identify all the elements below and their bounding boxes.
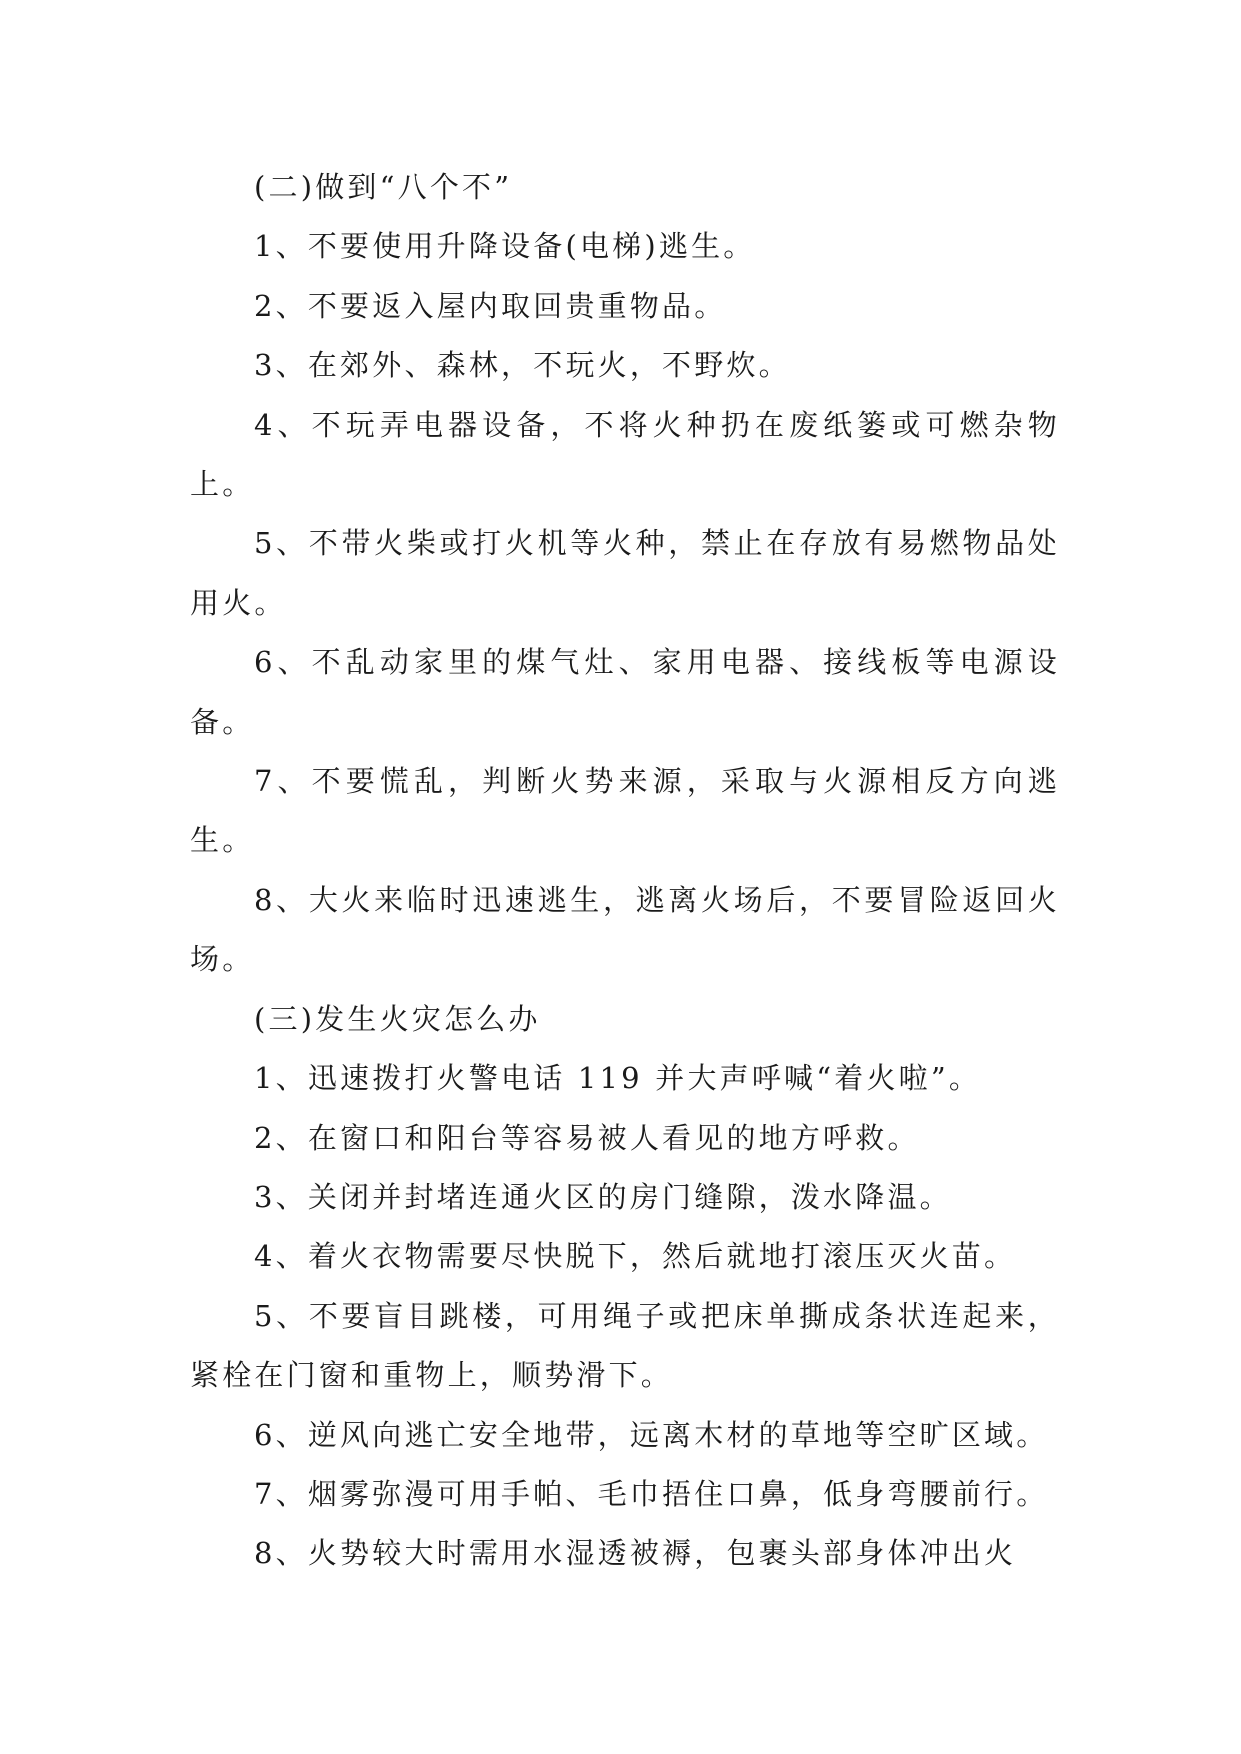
list-item: 1、不要使用升降设备(电梯)逃生。 — [254, 229, 756, 264]
list-item: 7、不要慌乱，判断火势来源，采取与火源相反方向逃生。 — [190, 764, 1060, 858]
list-item: 2、不要返入屋内取回贵重物品。 — [254, 288, 727, 323]
list-item: 1、迅速拨打火警电话 119 并大声呼喊“着火啦”。 — [254, 1061, 982, 1096]
section-heading-eight-donts: (二)做到“八个不” — [254, 170, 513, 204]
list-item: 5、不带火柴或打火机等火种，禁止在存放有易燃物品处用火。 — [190, 526, 1060, 620]
list-item: 8、火势较大时需用水湿透被褥，包裹头部身体冲出火 — [254, 1536, 1017, 1571]
list-item: 4、着火衣物需要尽快脱下，然后就地打滚压灭火苗。 — [254, 1239, 1017, 1274]
list-item: 8、大火来临时迅速逃生，逃离火场后，不要冒险返回火场。 — [190, 882, 1060, 977]
list-item: 7、烟雾弥漫可用手帕、毛巾捂住口鼻，低身弯腰前行。 — [254, 1476, 1049, 1511]
document-body — [190, 158, 1060, 1584]
list-item: 5、不要盲目跳楼，可用绳子或把床单撕成条状连起来，紧栓在门窗和重物上，顺势滑下。 — [190, 1298, 1060, 1393]
list-item: 6、逆风向逃亡安全地带，远离木材的草地等空旷区域。 — [254, 1417, 1049, 1452]
list-item: 6、不乱动家里的煤气灶、家用电器、接线板等电源设备。 — [190, 645, 1060, 739]
section-heading-fire-response: (三)发生火灾怎么办 — [254, 1001, 541, 1036]
list-item: 3、关闭并封堵连通火区的房门缝隙，泼水降温。 — [254, 1179, 952, 1214]
list-item: 3、在郊外、森林，不玩火，不野炊。 — [254, 348, 791, 383]
list-item: 4、不玩弄电器设备，不将火种扔在废纸篓或可燃杂物上。 — [190, 407, 1060, 502]
list-item: 2、在窗口和阳台等容易被人看见的地方呼救。 — [254, 1120, 920, 1155]
